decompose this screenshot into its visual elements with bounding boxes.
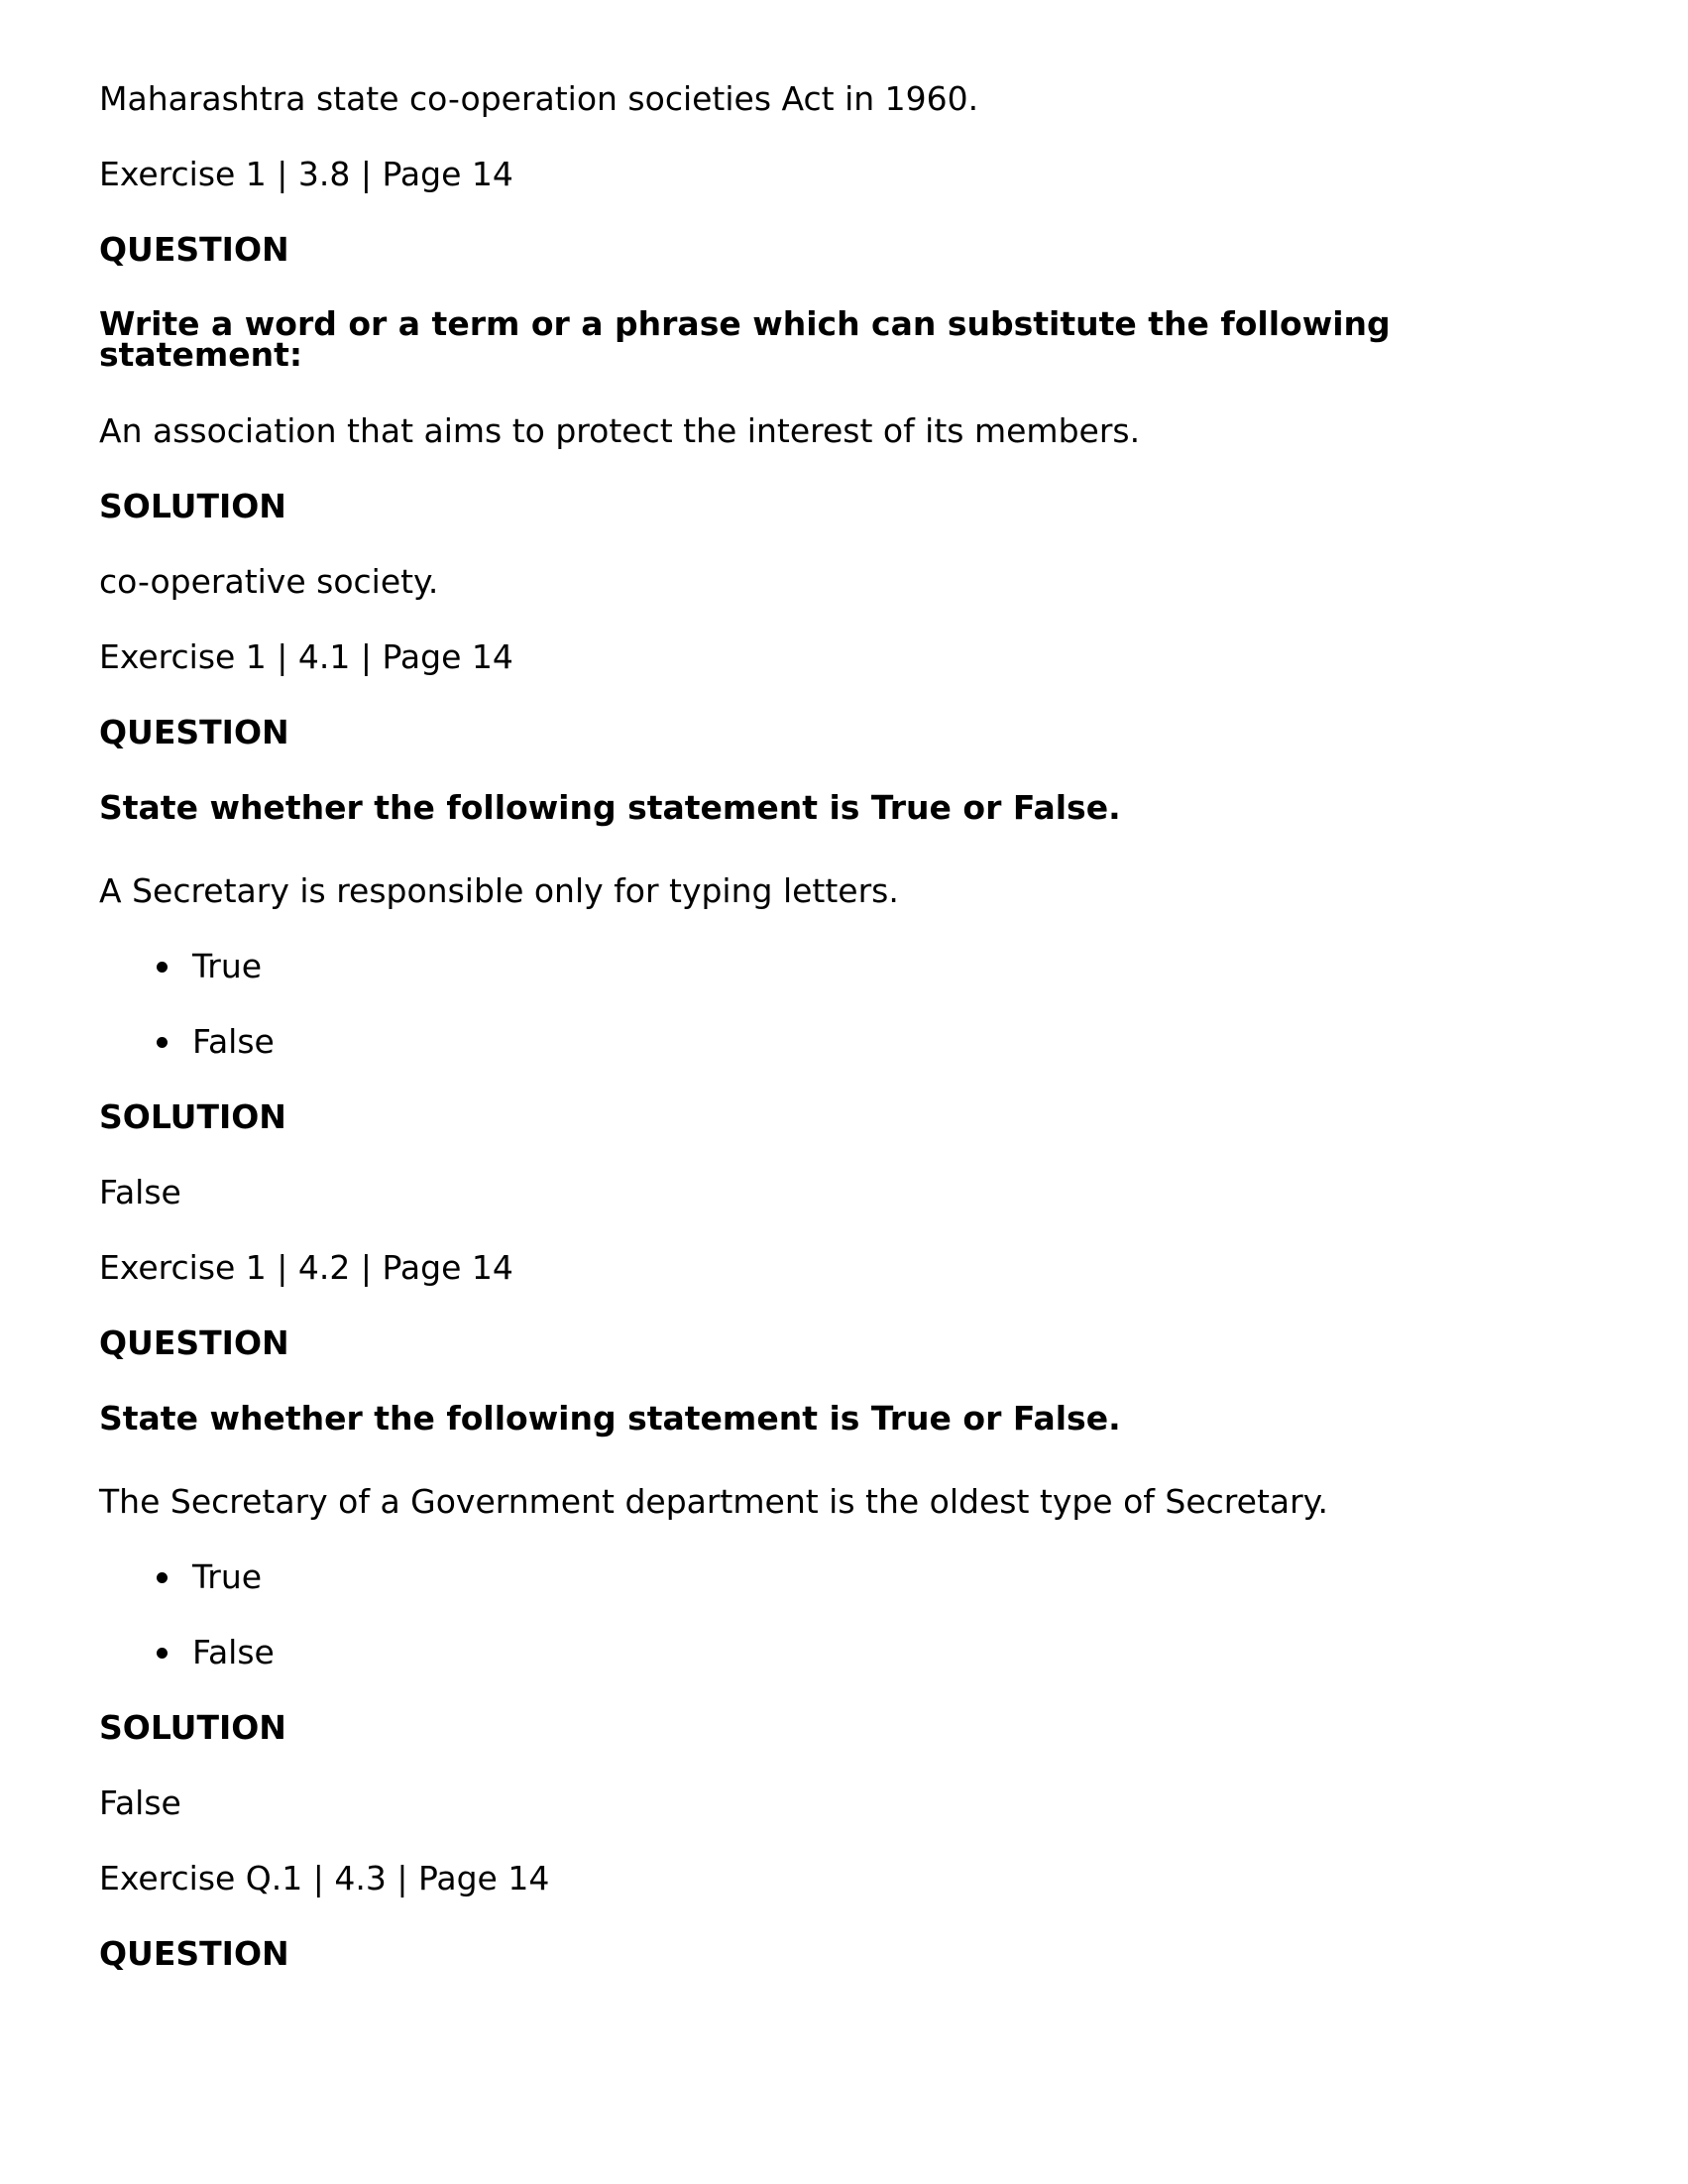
option-label: False [192, 1022, 275, 1061]
solution-answer: False [99, 1783, 181, 1822]
solution-answer: co-operative society. [99, 562, 439, 601]
question-label: QUESTION [99, 713, 289, 751]
option-item [99, 1555, 1586, 1599]
question-instruction: State whether the following statement is True or False. [99, 788, 1121, 827]
bullet-icon [157, 1648, 168, 1659]
option-label: False [192, 1633, 275, 1671]
solution-label: SOLUTION [99, 487, 286, 525]
intro-text: Maharashtra state co-operation societies Act in 1960. [99, 79, 979, 118]
option-item [99, 945, 1586, 988]
exercise-reference: Exercise Q.1 | 4.3 | Page 14 [99, 1859, 550, 1897]
answer-options [99, 945, 1586, 1064]
answer-options [99, 1555, 1586, 1674]
solution-label: SOLUTION [99, 1097, 286, 1136]
bullet-icon [157, 1037, 168, 1048]
bullet-icon [157, 962, 168, 973]
question-label: QUESTION [99, 1323, 289, 1362]
question-statement: The Secretary of a Government department is the oldest type of Secretary. [99, 1482, 1328, 1521]
option-item [99, 1020, 1586, 1064]
solution-answer: False [99, 1173, 181, 1211]
option-label: True [192, 947, 263, 985]
question-instruction: State whether the following statement is True or False. [99, 1399, 1121, 1437]
document-page [99, 77, 1586, 1976]
question-statement: A Secretary is responsible only for typing letters. [99, 871, 899, 910]
exercise-reference: Exercise 1 | 3.8 | Page 14 [99, 155, 513, 193]
option-item [99, 1631, 1586, 1674]
question-statement: An association that aims to protect the interest of its members. [99, 411, 1141, 450]
question-label: QUESTION [99, 1934, 289, 1973]
solution-label: SOLUTION [99, 1708, 286, 1747]
exercise-reference: Exercise 1 | 4.2 | Page 14 [99, 1248, 513, 1287]
exercise-reference: Exercise 1 | 4.1 | Page 14 [99, 637, 513, 676]
question-instruction: Write a word or a term or a phrase which can substitute the following statement: [99, 304, 1391, 374]
question-label: QUESTION [99, 230, 289, 269]
bullet-icon [157, 1572, 168, 1583]
option-label: True [192, 1557, 263, 1596]
